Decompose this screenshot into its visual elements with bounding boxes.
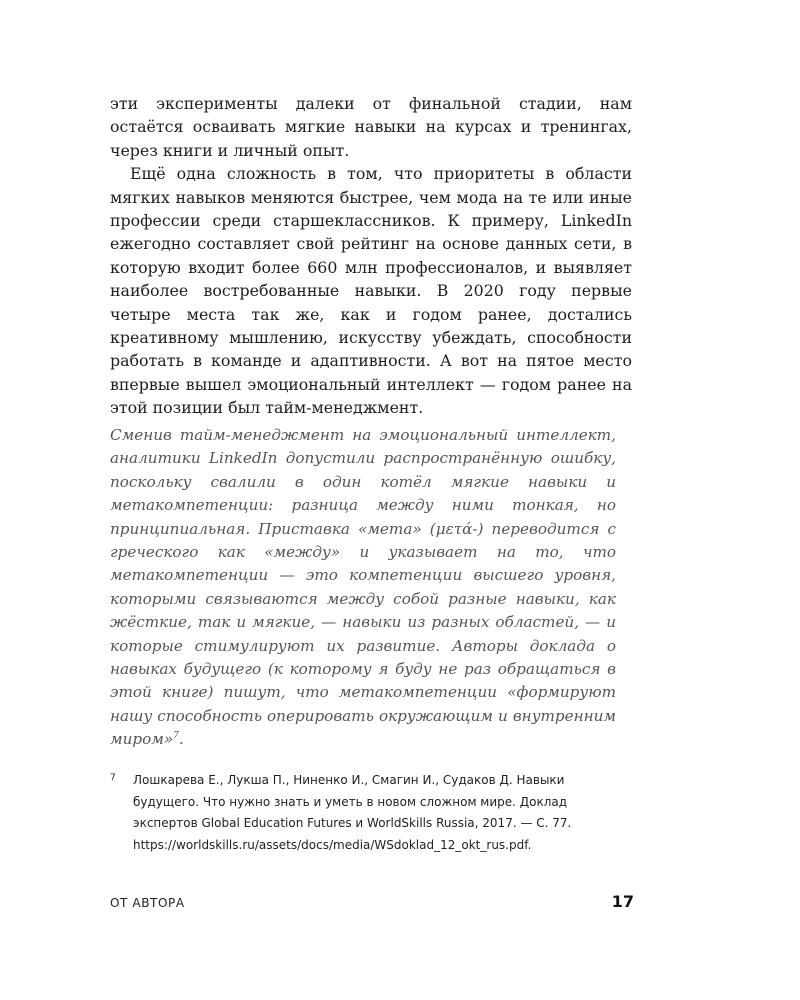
page-number: 17	[611, 892, 634, 911]
footnote-text: Лошкарева Е., Лукша П., Нинeнко И., Смагин И., Судаков Д. Навыки будущего. Что нужно знать и уметь в новом сложном мире. Доклад экспертов Global Education Futures и WorldSkills Russia, 2017. — С. 77. https://worldskills.ru/assets/docs/media/WSdoklad_12_okt_rus.pdf.	[133, 773, 572, 852]
running-head: ОТ АВТОРА	[110, 896, 185, 910]
pull-quote-text: Сменив тайм-менеджмент на эмоциональный интеллект, аналитики LinkedIn допустили распространённую ошибку, поскольку свалили в один котёл мягкие навыки и метакомпетенции: разница между ними тонкая, но принципиальная. Приставка «мета» (μετά-) переводится с греческого как «между» и указывает на то, что метакомпетенции — это компетенции высшего уровня, которыми связываются между собой разные навыки, как жёсткие, так и мягкие, — навыки из разных областей, — и которые стимулируют их развитие. Авторы доклада о навыках будущего (к которому я буду не раз обращаться в этой книге) пишут, что метакомпетенции «формируют нашу способность оперировать окружающим и внутренним миром»	[110, 426, 616, 749]
footnote-mark: 7	[110, 773, 116, 783]
footnote-reference: 7	[173, 731, 179, 742]
pull-quote	[110, 424, 616, 752]
pull-quote-end: .	[178, 730, 184, 749]
body-paragraph-2: Ещё одна сложность в том, что приоритеты в области мягких навыков меняются быстрее, чем мода на те или иные профессии среди старшеклассников. К примеру, LinkedIn ежегодно составляет свой рейтинг на основе данных сети, в которую входит более 660 млн профессионалов, и выявляет наиболее востребованные навыки. В 2020 году первые четыре места так же, как и годом ранее, достались креативному мышлению, искусству убеждать, способности работать в команде и адаптивности. А вот на пятое место впервые вышел эмоциональный интеллект — годом ранее на этой позиции был тайм-менеджмент.	[110, 164, 632, 418]
pull-quote-paragraph	[110, 424, 616, 752]
main-text	[110, 92, 632, 420]
footnote	[110, 770, 632, 856]
body-paragraph-1: эти эксперименты далеки от финальной стадии, нам остаётся осваивать мягкие навыки на курсах и тренингах, через книги и личный опыт.	[110, 94, 632, 160]
